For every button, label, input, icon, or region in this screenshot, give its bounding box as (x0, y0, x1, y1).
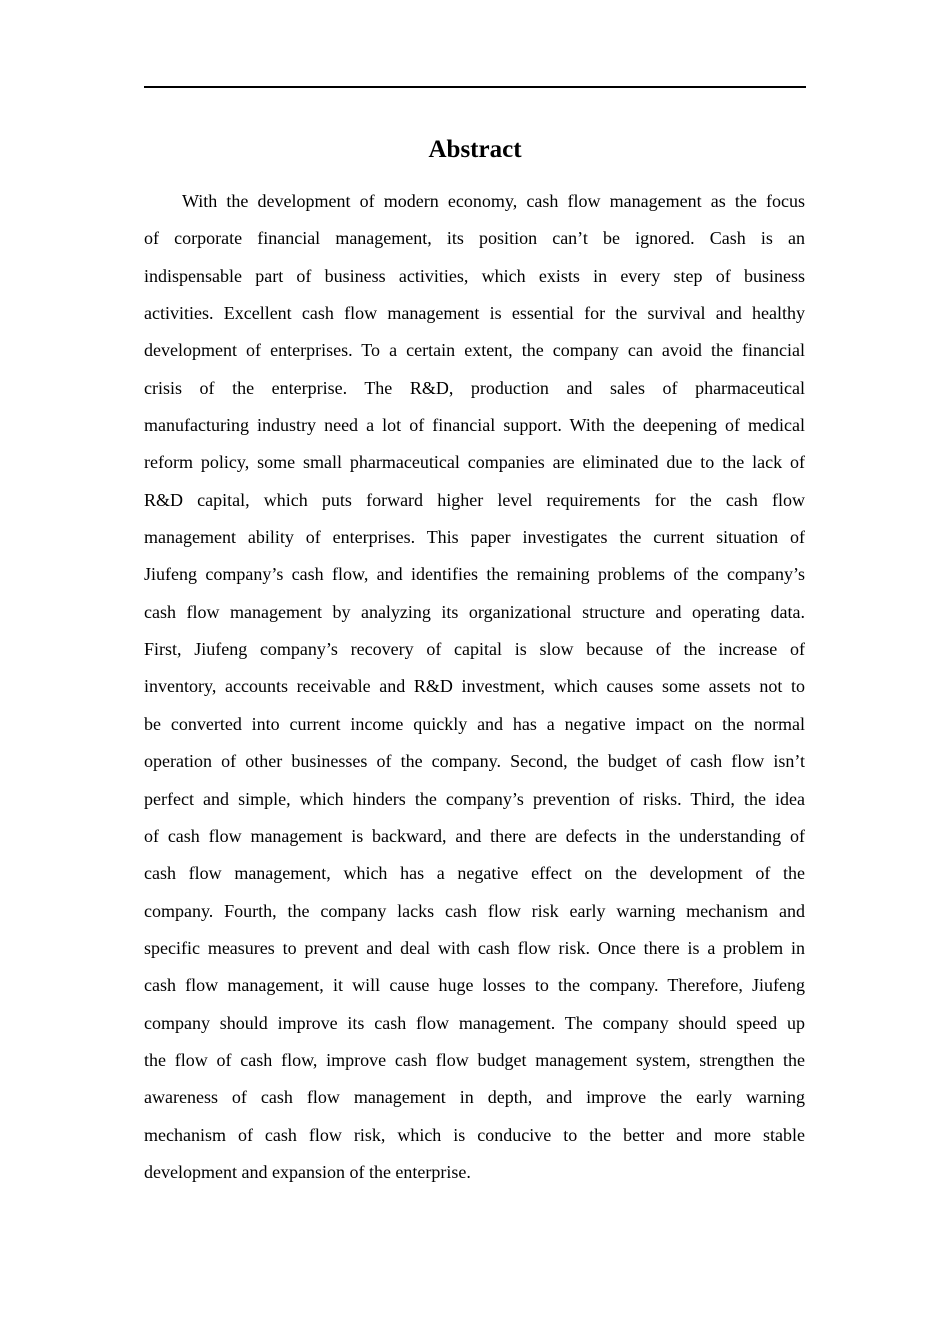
abstract-line: reform policy, some small pharmaceutical companies are eliminated due to the lack of (144, 452, 805, 473)
abstract-line: indispensable part of business activities, which exists in every step of business (144, 265, 805, 286)
abstract-line: R&D capital, which puts forward higher level requirements for the cash flow (144, 489, 805, 510)
abstract-line: the flow of cash flow, improve cash flow budget management system, strengthen the (144, 1049, 805, 1070)
abstract-line: awareness of cash flow management in depth, and improve the early warning (144, 1087, 805, 1108)
abstract-line: company should improve its cash flow management. The company should speed up (144, 1012, 805, 1033)
abstract-line: With the development of modern economy, cash flow management as the focus (182, 191, 805, 211)
abstract-line: specific measures to prevent and deal with cash flow risk. Once there is a problem in (144, 937, 805, 958)
abstract-line: operation of other businesses of the company. Second, the budget of cash flow isn’t (144, 751, 805, 772)
abstract-line: manufacturing industry need a lot of financial support. With the deepening of medical (144, 415, 805, 436)
abstract-line: Jiufeng company’s cash flow, and identifies the remaining problems of the company’s (144, 564, 805, 585)
page-title: Abstract (428, 136, 522, 163)
abstract-line: cash flow management by analyzing its organizational structure and operating data. (144, 601, 805, 622)
abstract-line: company. Fourth, the company lacks cash flow risk early warning mechanism and (144, 900, 805, 921)
abstract-line: inventory, accounts receivable and R&D investment, which causes some assets not to (144, 676, 805, 697)
abstract-line: development of enterprises. To a certain extent, the company can avoid the financial (144, 340, 805, 361)
abstract-line: perfect and simple, which hinders the company’s prevention of risks. Third, the idea (144, 788, 805, 809)
abstract-line: development and expansion of the enterprise. (144, 1161, 471, 1182)
header-rule (144, 86, 806, 88)
abstract-line: activities. Excellent cash flow management is essential for the survival and healthy (144, 303, 805, 324)
abstract-line: First, Jiufeng company’s recovery of capital is slow because of the increase of (144, 639, 805, 660)
abstract-line: cash flow management, which has a negative effect on the development of the (144, 863, 805, 884)
abstract-line: crisis of the enterprise. The R&D, production and sales of pharmaceutical (144, 377, 805, 398)
abstract-line: of cash flow management is backward, and there are defects in the understanding of (144, 825, 805, 846)
abstract-line: of corporate financial management, its position can’t be ignored. Cash is an (144, 228, 805, 249)
abstract-line: be converted into current income quickly and has a negative impact on the normal (144, 713, 805, 734)
abstract-line: mechanism of cash flow risk, which is conducive to the better and more stable (144, 1124, 805, 1145)
abstract-body (144, 189, 805, 1197)
abstract-line: management ability of enterprises. This paper investigates the current situation of (144, 527, 805, 548)
abstract-line: cash flow management, it will cause huge losses to the company. Therefore, Jiufeng (144, 975, 805, 996)
